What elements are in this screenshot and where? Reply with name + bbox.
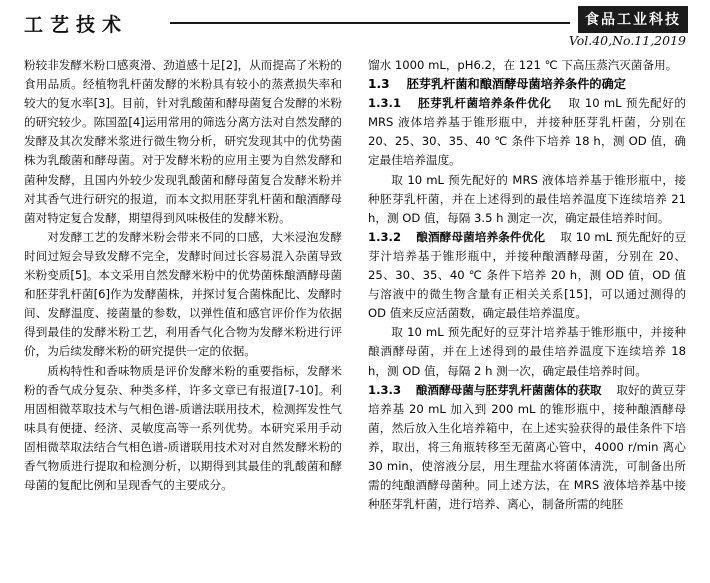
- subsection-title: 酿酒酵母菌与胚芽乳杆菌菌体的获取: [415, 382, 602, 397]
- subsection: [368, 381, 686, 515]
- subsection-number: 1.3.3: [368, 382, 402, 397]
- left-column: [24, 56, 342, 577]
- paragraph: 对发酵工艺的发酵米粉会带来不同的口感，大米浸泡发酵时间过短会导致发酵不完全，发酵时间过长容易混入杂菌导致米粉变质[5]。本文采用自然发酵米粉中的优势菌株酿酒酵母菌和胚芽乳杆菌[6]作为发酵菌株，并探讨复合菌株配比、发酵时间、发酵温度、接菌量的参数，以弹性值和感官评价作为依据得到最佳的发酵米粉工艺，利用香气化合物为发酵米粉进行评价，为后续发酵米粉的研究提供一定的依据。: [24, 229, 342, 359]
- running-head-title: 工艺技术: [24, 14, 129, 36]
- subsection-number: 1.3.1: [368, 96, 402, 111]
- subsection-continuation: 取 10 mL 预先配好的 MRS 液体培养基于锥形瓶中，接种胚芽乳杆菌，并在上述得到的最佳培养温度下连续培养 21 h，测 OD 值，每隔 3.5 h 测定一次，确定最佳培养时间。: [368, 172, 686, 225]
- article-body: [24, 56, 686, 577]
- paragraph: 粉较非发酵米粉口感爽滑、劲道感十足[2]，从而提高了米粉的食用品质。经植物乳杆菌发酵的米粉具有较小的蒸煮损失率和较大的复水率[3]。目前，针对乳酸菌和酵母菌复合发酵的米粉的研究较少。陈国盈[4]运用常用的筛选分离方法对自然发酵的发酵及其次发酵米浆进行微生物分析，研究发现其中的优势菌株为乳酸菌和酵母菌。对于发酵米粉的应用主要为自然发酵和菌种发酵，且国内外较少发现乳酸菌和酵母菌复合发酵米粉并对其香气进行研究的报道，而本文拟用胚芽乳杆菌和酿酒酵母菌对特定复合发酵，期望得到风味极佳的发酵米粉。: [24, 58, 342, 225]
- subsection-title: 酿酒酵母菌培养条件优化: [416, 229, 546, 244]
- paragraph: 馏水 1000 mL，pH6.2，在 121 ℃ 下高压蒸汽灭菌备用。: [368, 58, 678, 72]
- subsection: [368, 94, 686, 170]
- section-heading: [368, 75, 686, 94]
- right-column: [368, 56, 686, 577]
- issue-info: Vol.40,No.11,2019: [568, 33, 686, 48]
- subsection-title: 胚芽乳杆菌培养条件优化: [417, 96, 552, 111]
- paper-page: [0, 6, 710, 583]
- page-header: [22, 6, 688, 50]
- subsection-number: 1.3.2: [368, 229, 402, 244]
- header-divider: [170, 22, 570, 24]
- subsection-continuation: 取 10 mL 预先配好的豆芽汁培养基于锥形瓶中，并接种酿酒酵母菌，并在上述得到的最佳培养温度下连续培养 18 h，测 OD 值，每隔 2 h 测一次，确定最佳培养时间。: [368, 325, 686, 378]
- subsection-text: 取 10 mL 预先配好的豆芽汁培养基于锥形瓶中，并接种酿酒酵母菌，分别在 20、25、30、35、40 ℃ 条件下培养 20 h，测 OD 值，OD 值与溶液中的微生物含量有正相关关系[15]，可以通过测得的 OD 值来反应活菌数，确定最佳培养温度。: [368, 229, 687, 321]
- journal-masthead: 食品工业科技: [578, 6, 688, 33]
- paragraph: 质构特性和香味物质是评价发酵米粉的重要指标，发酵米粉的香气成分复杂、种类多样，许多文章已有报道[7-10]。利用固相微萃取技术与气相色谱-质谱法联用技术，检测挥发性气味具有便捷、经济、灵敏度高等一系列优势。本研究采用手动固相微萃取法结合气相色谱-质谱联用技术对对自然发酵米粉的香气物质进行提取和检测分析，以期得到其最佳的乳酸菌和酵母菌的复配比例和呈现香气的主要成分。: [24, 363, 342, 493]
- section-number: 1.3: [368, 77, 390, 92]
- section-title: 胚芽乳杆菌和酿酒酵母菌培养条件的确定: [406, 77, 626, 92]
- subsection-text: 取 10 mL 预先配好的 MRS 液体培养基于锥形瓶中，并接种胚芽乳杆菌，分别在 20、25、30、35、40 ℃ 条件下培养 18 h，测 OD 值，确定最佳培养温度。: [368, 96, 686, 168]
- subsection-text: 取好的黄豆芽培养基 20 mL 加入到 200 mL 的锥形瓶中，接种酿酒酵母菌，然后放入生化培养箱中，在上述实验获得的最佳条件下培养，取出，将三角瓶转移至无菌离心管中，4000 r/min 离心 30 min，使溶液分层，用生理盐水将菌体清洗，可制备出所需的纯酿酒酵母菌种。同上述方法，在 MRS 液体培养基中接种胚芽乳杆菌，进行培养、离心，制备所需的纯胚: [368, 382, 686, 512]
- subsection: [368, 228, 686, 323]
